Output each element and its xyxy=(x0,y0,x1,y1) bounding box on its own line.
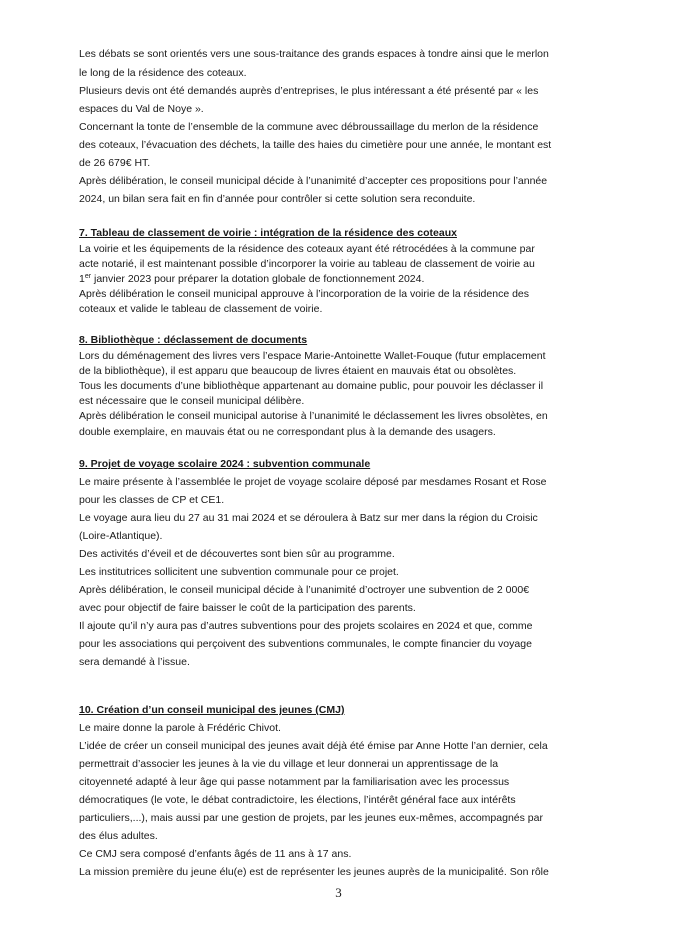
body-text-line: Le maire donne la parole à Frédéric Chivot. xyxy=(79,722,281,734)
body-text-line: (Loire-Atlantique). xyxy=(79,530,163,542)
body-text-line: Des activités d’éveil et de découvertes sont bien sûr au programme. xyxy=(79,548,395,560)
body-text-line: Après délibération, le conseil municipal décide à l’unanimité d’accepter ces propositions pour l’année xyxy=(79,175,548,187)
body-text-line: Lors du déménagement des livres vers l’espace Marie-Antoinette Wallet-Fouque (futur emplacement xyxy=(79,350,546,362)
body-text-line: sera demandé à l’issue. xyxy=(79,656,190,668)
body-text-line: Après délibération, le conseil municipal décide à l’unanimité d’octroyer une subvention de 2 000€ xyxy=(79,584,530,596)
section-heading: 9. Projet de voyage scolaire 2024 : subvention communale xyxy=(79,458,371,470)
body-text-line: citoyenneté adapté à leur âge qui passe notamment par la familiarisation avec les processus xyxy=(79,776,510,788)
body-text-line: La voirie et les équipements de la résidence des coteaux ayant été rétrocédées à la commune par xyxy=(79,243,535,255)
body-text-line: des élus adultes. xyxy=(79,830,158,842)
body-text-line: Plusieurs devis ont été demandés auprès d’entreprises, le plus intéressant a été présenté par « les xyxy=(79,85,539,97)
body-text-line: espaces du Val de Noye ». xyxy=(79,103,204,115)
body-text-line: Après délibération le conseil municipal approuve à l’incorporation de la voirie de la résidence des xyxy=(79,288,530,300)
body-text-line: Tous les documents d’une bibliothèque appartenant au domaine public, pour pouvoir les déclasser il xyxy=(79,380,544,392)
body-text-line: Après délibération le conseil municipal autorise à l’unanimité le déclassement les livres obsolètes, en xyxy=(79,410,548,422)
body-text-line: La mission première du jeune élu(e) est de représenter les jeunes auprès de la municipalité. Son rôle xyxy=(79,866,549,878)
body-text-line: le long de la résidence des coteaux. xyxy=(79,67,247,79)
body-text-line: acte notarié, il est maintenant possible d’incorporer la voirie au tableau de classement de voirie au xyxy=(79,258,535,270)
body-text-line: Il ajoute qu’il n’y aura pas d’autres subventions pour des projets scolaires en 2024 et que, comme xyxy=(79,620,533,632)
body-text-line: Le voyage aura lieu du 27 au 31 mai 2024 et se déroulera à Batz sur mer dans la région du Croisic xyxy=(79,512,538,524)
body-text: 1 xyxy=(79,273,85,285)
body-text-line: avec pour objectif de faire baisser le coût de la participation des parents. xyxy=(79,602,416,614)
body-text-line: permettrait d’associer les jeunes à la vie du village et leur donnerai un apprentissage de la xyxy=(79,758,499,770)
section-heading: 7. Tableau de classement de voirie : intégration de la résidence des coteaux xyxy=(79,227,457,239)
page-number: 3 xyxy=(335,885,342,900)
body-text-line: de 26 679€ HT. xyxy=(79,157,151,169)
superscript: er xyxy=(84,273,92,280)
body-text-line: particuliers,...), mais aussi par une gestion de projets, par les jeunes eux-mêmes, accompagnés par xyxy=(79,812,543,824)
body-text-line: Les débats se sont orientés vers une sous-traitance des grands espaces à tondre ainsi que le merlon xyxy=(79,48,549,60)
section-heading: 10. Création d’un conseil municipal des jeunes (CMJ) xyxy=(79,704,345,716)
body-text-line: pour les classes de CP et CE1. xyxy=(79,494,225,506)
body-text-line: pour les associations qui perçoivent des subventions communales, le compte financier du voyage xyxy=(79,638,532,650)
body-text-line: est nécessaire que le conseil municipal délibère. xyxy=(79,395,305,407)
body-text-line: des coteaux, l’évacuation des déchets, la taille des haies du cimetière pour une année, le montant est xyxy=(79,139,552,151)
body-text-line: L’idée de créer un conseil municipal des jeunes avait déjà été émise par Anne Hotte l’an dernier, cela xyxy=(79,740,548,752)
body-text-line: Le maire présente à l’assemblée le projet de voyage scolaire déposé par mesdames Rosant et Rose xyxy=(79,476,547,488)
section-heading: 8. Bibliothèque : déclassement de documents xyxy=(79,334,308,346)
body-text-line: de la bibliothèque), il est apparu que beaucoup de livres étaient en mauvais état ou obsolètes. xyxy=(79,365,517,377)
body-text-line: Ce CMJ sera composé d’enfants âgés de 11 ans à 17 ans. xyxy=(79,848,352,860)
body-text-line xyxy=(79,272,619,286)
body-text-line: démocratiques (le vote, le débat contradictoire, les élections, l’intérêt général face aux intérêts xyxy=(79,794,516,806)
body-text-line: Les institutrices sollicitent une subvention communale pour ce projet. xyxy=(79,566,399,578)
body-text-line: Concernant la tonte de l’ensemble de la commune avec débroussaillage du merlon de la résidence xyxy=(79,121,539,133)
body-text-line: coteaux et valide le tableau de classement de voirie. xyxy=(79,303,323,315)
body-text: janvier 2023 pour préparer la dotation globale de fonctionnement 2024. xyxy=(91,273,425,285)
body-text-line: 2024, un bilan sera fait en fin d’année pour contrôler si cette solution sera reconduite. xyxy=(79,193,476,205)
body-text-line: double exemplaire, en mauvais état ou ne correspondant plus à la demande des usagers. xyxy=(79,426,496,438)
